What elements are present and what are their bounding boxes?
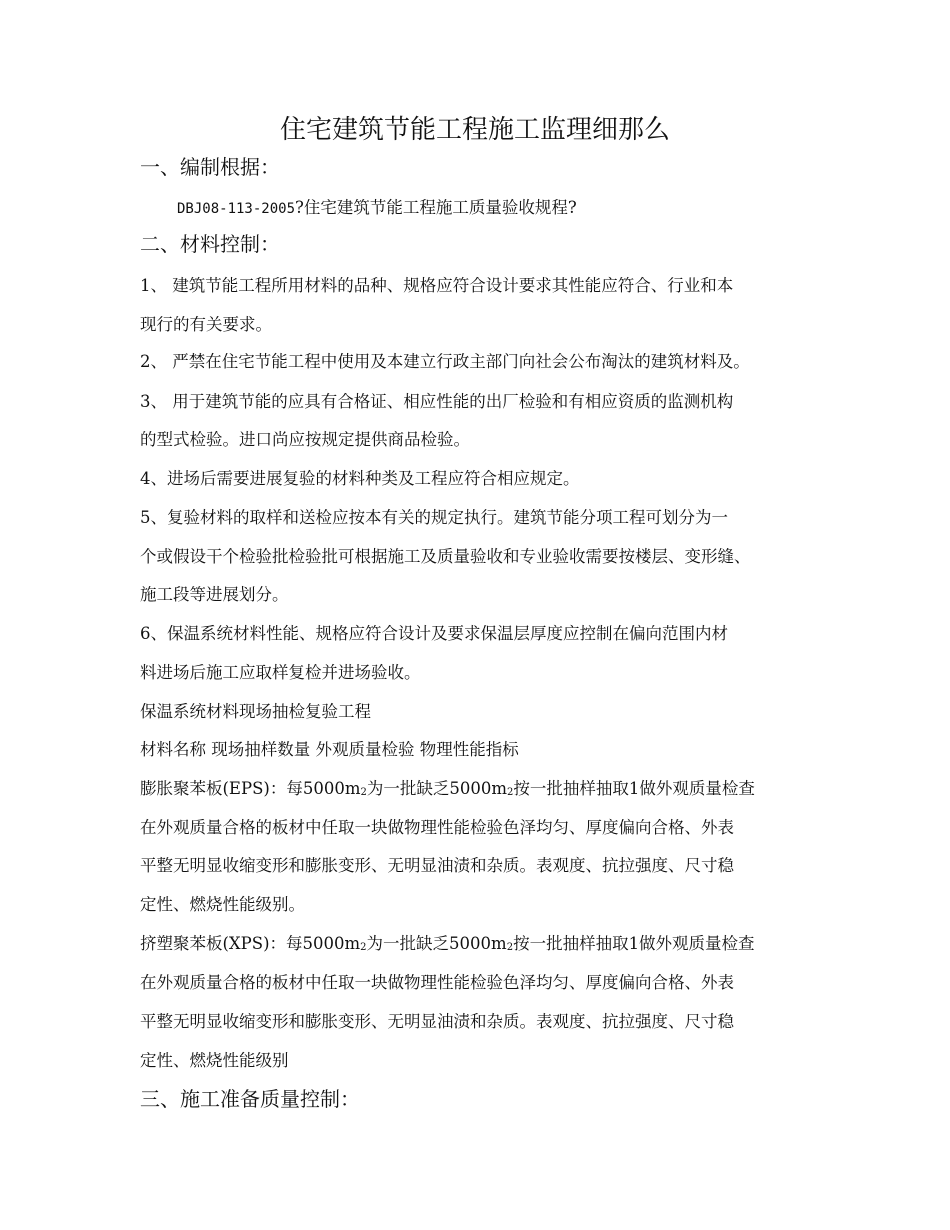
xps-tail: 按一批抽样抽取1做外观质量检查 bbox=[513, 934, 755, 953]
section-heading-basis: 一、编制根据： bbox=[140, 155, 280, 179]
paragraph-line: 定性、燃烧性能级别。 bbox=[140, 895, 305, 914]
eps-unit-sub: 2 bbox=[506, 787, 514, 798]
table-header: 材料名称 现场抽样数量 外观质量检验 物理性能指标 bbox=[140, 740, 519, 759]
paragraph-line: 的型式检验。进口尚应按规定提供商品检验。 bbox=[140, 430, 470, 449]
section-heading-preparation: 三、施工准备质量控制： bbox=[140, 1087, 360, 1111]
paragraph-line: 在外观质量合格的板材中任取一块做物理性能检验色泽均匀、厚度偏向合格、外表 bbox=[140, 973, 734, 992]
xps-unit-sub: 2 bbox=[506, 942, 514, 953]
paragraph-line: 5、复验材料的取样和送检应按本有关的规定执行。建筑节能分项工程可划分为一 bbox=[140, 508, 728, 527]
paragraph-line: 3、 用于建筑节能的应具有合格证、相应性能的出厂检验和有相应资质的监测机构 bbox=[140, 392, 734, 411]
paragraph-line: 1、 建筑节能工程所用材料的品种、规格应符合设计要求其性能应符合、行业和本 bbox=[140, 276, 734, 295]
eps-row-line bbox=[140, 777, 755, 805]
eps-mid: 为一批缺乏5000m bbox=[366, 779, 507, 798]
xps-row-line bbox=[140, 932, 755, 960]
standard-name: ?住宅建筑节能工程施工质量验收规程? bbox=[295, 198, 577, 217]
xps-unit-sub: 2 bbox=[360, 942, 367, 953]
section-heading-materials: 二、材料控制： bbox=[140, 232, 280, 256]
paragraph-line: 6、保温系统材料性能、规格应符合设计及要求保温层厚度应控制在偏向范围内材 bbox=[140, 624, 728, 643]
xps-name: 挤塑聚苯板(XPS)：每5000m bbox=[140, 934, 361, 953]
xps-mid: 为一批缺乏5000m bbox=[366, 934, 507, 953]
table-title: 保温系统材料现场抽检复验工程 bbox=[140, 702, 371, 721]
eps-tail: 按一批抽样抽取1做外观质量检查 bbox=[513, 779, 755, 798]
paragraph-line: 平整无明显收缩变形和膨胀变形、无明显油渍和杂质。表观度、抗拉强度、尺寸稳 bbox=[140, 1012, 734, 1031]
paragraph-line: 4、进场后需要进展复验的材料种类及工程应符合相应规定。 bbox=[140, 469, 580, 488]
paragraph-line: 料进场后施工应取样复检并进场验收。 bbox=[140, 663, 421, 682]
basis-reference bbox=[177, 196, 577, 221]
paragraph-line: 2、 严禁在住宅节能工程中使用及本建立行政主部门向社会公布淘汰的建筑材料及。 bbox=[140, 352, 750, 371]
paragraph-line: 在外观质量合格的板材中任取一块做物理性能检验色泽均匀、厚度偏向合格、外表 bbox=[140, 818, 734, 837]
paragraph-line: 现行的有关要求。 bbox=[140, 315, 272, 334]
paragraph-line: 定性、燃烧性能级别 bbox=[140, 1051, 289, 1070]
eps-unit-sub: 2 bbox=[360, 787, 367, 798]
standard-code: DBJ08-113-2005 bbox=[177, 201, 296, 217]
paragraph-line: 施工段等进展划分。 bbox=[140, 585, 289, 604]
document-title: 住宅建筑节能工程施工监理细那么 bbox=[279, 115, 670, 145]
paragraph-line: 个或假设干个检验批检验批可根据施工及质量验收和专业验收需要按楼层、变形缝、 bbox=[140, 547, 751, 566]
eps-name: 膨胀聚苯板(EPS)：每5000m bbox=[140, 779, 361, 798]
paragraph-line: 平整无明显收缩变形和膨胀变形、无明显油渍和杂质。表观度、抗拉强度、尺寸稳 bbox=[140, 856, 734, 875]
